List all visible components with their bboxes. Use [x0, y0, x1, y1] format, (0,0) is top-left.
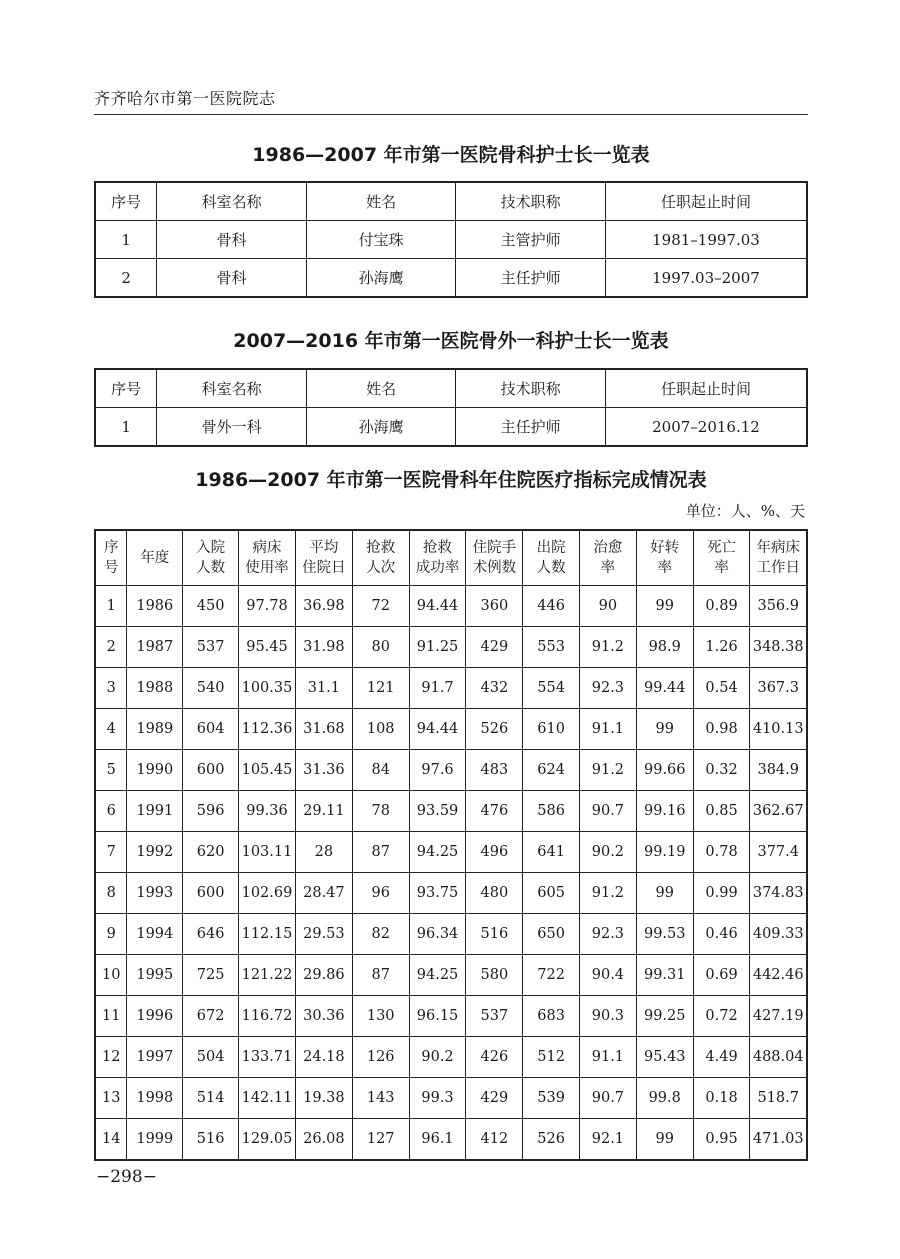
- table-cell: 99.53: [636, 914, 693, 955]
- table-cell: 骨科: [157, 221, 307, 259]
- table-cell: 540: [183, 668, 239, 709]
- table-row: [95, 750, 807, 791]
- table-cell: 367.3: [750, 668, 807, 709]
- table-cell: 722: [523, 955, 580, 996]
- table-cell: 360: [466, 586, 523, 627]
- table-cell: 31.68: [295, 709, 352, 750]
- table-1-title: 1986—2007 年市第一医院骨科护士长一览表: [252, 144, 650, 166]
- table-cell: 126: [352, 1037, 409, 1078]
- table-cell: 442.46: [750, 955, 807, 996]
- table-cell: 112.15: [239, 914, 296, 955]
- table-cell: 94.25: [409, 955, 466, 996]
- table-cell: 91.1: [580, 1037, 637, 1078]
- table-cell: 72: [352, 586, 409, 627]
- column-header: 任职起止时间: [605, 369, 807, 408]
- table-cell: 5: [95, 750, 127, 791]
- table-cell: 87: [352, 955, 409, 996]
- table-cell: 99.44: [636, 668, 693, 709]
- table-cell: 362.67: [750, 791, 807, 832]
- table-cell: 429: [466, 1078, 523, 1119]
- table-cell: 99.8: [636, 1078, 693, 1119]
- table-cell: 604: [183, 709, 239, 750]
- table-cell: 683: [523, 996, 580, 1037]
- column-header: [239, 530, 296, 586]
- table-cell: 605: [523, 873, 580, 914]
- table-cell: 641: [523, 832, 580, 873]
- table-cell: 2: [95, 627, 127, 668]
- table-cell: 8: [95, 873, 127, 914]
- column-header-line: 住院日: [302, 560, 346, 576]
- table-header-row: [95, 182, 807, 221]
- table-cell: 90.3: [580, 996, 637, 1037]
- table-cell: 82: [352, 914, 409, 955]
- table-row: [95, 914, 807, 955]
- table-cell: 14: [95, 1119, 127, 1161]
- table-cell: 96.34: [409, 914, 466, 955]
- table-cell: 142.11: [239, 1078, 296, 1119]
- table-cell: 374.83: [750, 873, 807, 914]
- table-cell: 0.72: [693, 996, 750, 1037]
- table-cell: 13: [95, 1078, 127, 1119]
- column-header: [636, 530, 693, 586]
- table-cell: 1990: [127, 750, 183, 791]
- column-header-line: 率: [600, 560, 616, 576]
- column-header: [693, 530, 750, 586]
- table-cell: 112.36: [239, 709, 296, 750]
- column-header: [750, 530, 807, 586]
- table-cell: 410.13: [750, 709, 807, 750]
- table-cell: 1998: [127, 1078, 183, 1119]
- table-cell: 1: [95, 408, 157, 447]
- table-cell: 92.3: [580, 668, 637, 709]
- table-cell: 483: [466, 750, 523, 791]
- column-header-line: 抢救: [366, 540, 396, 556]
- table-cell: 90: [580, 586, 637, 627]
- table-cell: 12: [95, 1037, 127, 1078]
- column-header-line: 号: [103, 560, 119, 576]
- column-header: [409, 530, 466, 586]
- table-cell: 121: [352, 668, 409, 709]
- table-cell: 620: [183, 832, 239, 873]
- table-row: [95, 668, 807, 709]
- column-header: 科室名称: [157, 369, 307, 408]
- table-cell: 480: [466, 873, 523, 914]
- column-header: [580, 530, 637, 586]
- table-cell: 650: [523, 914, 580, 955]
- table-cell: 10: [95, 955, 127, 996]
- table-cell: 450: [183, 586, 239, 627]
- table-cell: 429: [466, 627, 523, 668]
- table-cell: 99: [636, 873, 693, 914]
- table-cell: 孙海鹰: [306, 408, 456, 447]
- table-cell: 512: [523, 1037, 580, 1078]
- column-header-line: 成功率: [415, 560, 460, 576]
- column-header-line: 抢救: [423, 540, 453, 556]
- table-cell: 96: [352, 873, 409, 914]
- table-cell: 133.71: [239, 1037, 296, 1078]
- table-cell: 99.19: [636, 832, 693, 873]
- table-cell: 11: [95, 996, 127, 1037]
- table-cell: 1997.03–2007: [605, 259, 807, 298]
- table-cell: 97.78: [239, 586, 296, 627]
- table-cell: 96.1: [409, 1119, 466, 1161]
- table-cell: 99.25: [636, 996, 693, 1037]
- table-cell: 127: [352, 1119, 409, 1161]
- column-header-line: 年度: [140, 550, 170, 566]
- table-cell: 9: [95, 914, 127, 955]
- table-cell: 91.7: [409, 668, 466, 709]
- table-cell: 596: [183, 791, 239, 832]
- table-row: [95, 996, 807, 1037]
- column-header: 科室名称: [157, 182, 307, 221]
- table-cell: 409.33: [750, 914, 807, 955]
- column-header-line: 出院: [536, 540, 566, 556]
- table-cell: 432: [466, 668, 523, 709]
- table-cell: 537: [183, 627, 239, 668]
- table-cell: 97.6: [409, 750, 466, 791]
- table-cell: 1988: [127, 668, 183, 709]
- table-cell: 99.66: [636, 750, 693, 791]
- table-cell: 476: [466, 791, 523, 832]
- table-cell: 4: [95, 709, 127, 750]
- table-cell: 446: [523, 586, 580, 627]
- column-header-line: 平均: [309, 540, 339, 556]
- table-cell: 99: [636, 586, 693, 627]
- table-cell: 孙海鹰: [306, 259, 456, 298]
- column-header: [352, 530, 409, 586]
- table-cell: 121.22: [239, 955, 296, 996]
- column-header: 序号: [95, 182, 157, 221]
- table-cell: 31.1: [295, 668, 352, 709]
- table-cell: 526: [523, 1119, 580, 1161]
- table-row: [95, 408, 807, 447]
- table-cell: 471.03: [750, 1119, 807, 1161]
- table-cell: 4.49: [693, 1037, 750, 1078]
- table-cell: 496: [466, 832, 523, 873]
- table-cell: 537: [466, 996, 523, 1037]
- column-header: 任职起止时间: [605, 182, 807, 221]
- table-3-title: 1986—2007 年市第一医院骨科年住院医疗指标完成情况表: [195, 469, 707, 491]
- table-cell: 1992: [127, 832, 183, 873]
- column-header-line: 人数: [196, 560, 226, 576]
- table-2-title: 2007—2016 年市第一医院骨外一科护士长一览表: [233, 330, 669, 352]
- column-header: 序号: [95, 369, 157, 408]
- table-header-row: [95, 369, 807, 408]
- unit-note: 单位：人、%、天: [685, 502, 805, 520]
- table-cell: 0.32: [693, 750, 750, 791]
- table-cell: 412: [466, 1119, 523, 1161]
- table-cell: 99.16: [636, 791, 693, 832]
- table-cell: 99: [636, 1119, 693, 1161]
- column-header-line: 人数: [536, 560, 566, 576]
- table-cell: 90.4: [580, 955, 637, 996]
- column-header: 技术职称: [456, 182, 606, 221]
- table-cell: 93.75: [409, 873, 466, 914]
- running-head: 齐齐哈尔市第一医院院志: [94, 89, 276, 108]
- table-cell: 94.44: [409, 709, 466, 750]
- table-cell: 98.9: [636, 627, 693, 668]
- table-cell: 526: [466, 709, 523, 750]
- table-cell: 92.1: [580, 1119, 637, 1161]
- table-cell: 1997: [127, 1037, 183, 1078]
- table-cell: 29.86: [295, 955, 352, 996]
- table-cell: 3: [95, 668, 127, 709]
- table-cell: 99.3: [409, 1078, 466, 1119]
- table-cell: 24.18: [295, 1037, 352, 1078]
- head-nurse-table-1986-2007: [94, 181, 808, 298]
- inpatient-indicator-table: [94, 529, 808, 1161]
- column-header-line: 人次: [366, 560, 396, 576]
- table-cell: 95.45: [239, 627, 296, 668]
- table-cell: 31.98: [295, 627, 352, 668]
- table-cell: 2: [95, 259, 157, 298]
- table-cell: 624: [523, 750, 580, 791]
- table-cell: 348.38: [750, 627, 807, 668]
- table-row: [95, 955, 807, 996]
- table-cell: 1: [95, 586, 127, 627]
- table-cell: 骨科: [157, 259, 307, 298]
- table-cell: 87: [352, 832, 409, 873]
- table-cell: 129.05: [239, 1119, 296, 1161]
- table-cell: 426: [466, 1037, 523, 1078]
- column-header-line: 工作日: [756, 560, 800, 576]
- table-cell: 103.11: [239, 832, 296, 873]
- table-row: [95, 1037, 807, 1078]
- table-cell: 516: [466, 914, 523, 955]
- table-row: [95, 1119, 807, 1161]
- column-header: [183, 530, 239, 586]
- table-cell: 539: [523, 1078, 580, 1119]
- table-cell: 0.69: [693, 955, 750, 996]
- column-header-line: 入院: [196, 540, 226, 556]
- table-row: [95, 791, 807, 832]
- table-cell: 384.9: [750, 750, 807, 791]
- table-cell: 0.85: [693, 791, 750, 832]
- table-cell: 1987: [127, 627, 183, 668]
- table-cell: 356.9: [750, 586, 807, 627]
- table-cell: 0.89: [693, 586, 750, 627]
- column-header: [523, 530, 580, 586]
- table-cell: 91.2: [580, 750, 637, 791]
- table-cell: 1: [95, 221, 157, 259]
- table-cell: 2007–2016.12: [605, 408, 807, 447]
- table-cell: 646: [183, 914, 239, 955]
- table-cell: 0.78: [693, 832, 750, 873]
- table-cell: 94.25: [409, 832, 466, 873]
- table-cell: 90.7: [580, 1078, 637, 1119]
- table-cell: 105.45: [239, 750, 296, 791]
- table-cell: 1999: [127, 1119, 183, 1161]
- table-cell: 143: [352, 1078, 409, 1119]
- table-cell: 1986: [127, 586, 183, 627]
- table-cell: 1996: [127, 996, 183, 1037]
- column-header-line: 术例数: [472, 560, 517, 576]
- table-cell: 0.98: [693, 709, 750, 750]
- table-cell: 1995: [127, 955, 183, 996]
- table-row: [95, 221, 807, 259]
- table-header-row: [95, 530, 807, 586]
- table-cell: 377.4: [750, 832, 807, 873]
- table-row: [95, 627, 807, 668]
- table-cell: 94.44: [409, 586, 466, 627]
- column-header-line: 好转: [650, 540, 680, 556]
- table-cell: 91.2: [580, 873, 637, 914]
- table-cell: 骨外一科: [157, 408, 307, 447]
- table-cell: 29.53: [295, 914, 352, 955]
- table-cell: 516: [183, 1119, 239, 1161]
- table-cell: 90.2: [409, 1037, 466, 1078]
- table-cell: 1981–1997.03: [605, 221, 807, 259]
- table-cell: 553: [523, 627, 580, 668]
- table-cell: 102.69: [239, 873, 296, 914]
- table-cell: 672: [183, 996, 239, 1037]
- table-cell: 1994: [127, 914, 183, 955]
- table-cell: 29.11: [295, 791, 352, 832]
- table-cell: 28: [295, 832, 352, 873]
- table-cell: 0.54: [693, 668, 750, 709]
- table-row: [95, 832, 807, 873]
- table-cell: 36.98: [295, 586, 352, 627]
- table-cell: 92.3: [580, 914, 637, 955]
- table-cell: 78: [352, 791, 409, 832]
- column-header: 技术职称: [456, 369, 606, 408]
- table-cell: 1989: [127, 709, 183, 750]
- column-header: 姓名: [306, 369, 456, 408]
- column-header: [466, 530, 523, 586]
- table-cell: 95.43: [636, 1037, 693, 1078]
- column-header-line: 治愈: [593, 540, 623, 556]
- column-header: 姓名: [306, 182, 456, 221]
- table-cell: 主任护师: [456, 408, 606, 447]
- column-header-line: 使用率: [245, 560, 289, 576]
- header-rule: [94, 114, 808, 115]
- table-cell: 586: [523, 791, 580, 832]
- table-cell: 0.46: [693, 914, 750, 955]
- table-cell: 100.35: [239, 668, 296, 709]
- table-cell: 130: [352, 996, 409, 1037]
- table-cell: 7: [95, 832, 127, 873]
- table-cell: 90.7: [580, 791, 637, 832]
- table-cell: 30.36: [295, 996, 352, 1037]
- table-cell: 108: [352, 709, 409, 750]
- column-header-line: 病床: [252, 540, 282, 556]
- table-cell: 付宝珠: [306, 221, 456, 259]
- table-cell: 1.26: [693, 627, 750, 668]
- head-nurse-table-2007-2016: [94, 368, 808, 447]
- column-header-line: 年病床: [756, 540, 800, 556]
- column-header-line: 序: [103, 540, 119, 556]
- table-row: [95, 1078, 807, 1119]
- table-cell: 0.18: [693, 1078, 750, 1119]
- table-cell: 1993: [127, 873, 183, 914]
- table-cell: 80: [352, 627, 409, 668]
- table-cell: 99.31: [636, 955, 693, 996]
- table-cell: 31.36: [295, 750, 352, 791]
- table-cell: 580: [466, 955, 523, 996]
- table-row: [95, 259, 807, 298]
- table-cell: 91.1: [580, 709, 637, 750]
- table-row: [95, 709, 807, 750]
- column-header: [95, 530, 127, 586]
- table-cell: 554: [523, 668, 580, 709]
- table-cell: 84: [352, 750, 409, 791]
- table-cell: 600: [183, 873, 239, 914]
- column-header: [127, 530, 183, 586]
- column-header-line: 死亡: [707, 540, 737, 556]
- table-cell: 91.25: [409, 627, 466, 668]
- table-cell: 28.47: [295, 873, 352, 914]
- column-header-line: 率: [714, 560, 729, 576]
- table-cell: 99: [636, 709, 693, 750]
- table-cell: 93.59: [409, 791, 466, 832]
- table-cell: 19.38: [295, 1078, 352, 1119]
- table-cell: 6: [95, 791, 127, 832]
- table-cell: 0.95: [693, 1119, 750, 1161]
- table-cell: 518.7: [750, 1078, 807, 1119]
- table-cell: 99.36: [239, 791, 296, 832]
- table-cell: 主任护师: [456, 259, 606, 298]
- table-cell: 504: [183, 1037, 239, 1078]
- column-header-line: 率: [657, 560, 672, 576]
- table-cell: 91.2: [580, 627, 637, 668]
- page-number: −298−: [96, 1167, 157, 1187]
- column-header-line: 住院手: [472, 540, 517, 556]
- table-cell: 514: [183, 1078, 239, 1119]
- table-cell: 90.2: [580, 832, 637, 873]
- table-cell: 488.04: [750, 1037, 807, 1078]
- table-cell: 610: [523, 709, 580, 750]
- table-cell: 主管护师: [456, 221, 606, 259]
- table-cell: 116.72: [239, 996, 296, 1037]
- column-header: [295, 530, 352, 586]
- table-cell: 0.99: [693, 873, 750, 914]
- table-cell: 1991: [127, 791, 183, 832]
- table-cell: 427.19: [750, 996, 807, 1037]
- table-cell: 96.15: [409, 996, 466, 1037]
- table-row: [95, 873, 807, 914]
- table-row: [95, 586, 807, 627]
- table-cell: 725: [183, 955, 239, 996]
- table-cell: 600: [183, 750, 239, 791]
- table-cell: 26.08: [295, 1119, 352, 1161]
